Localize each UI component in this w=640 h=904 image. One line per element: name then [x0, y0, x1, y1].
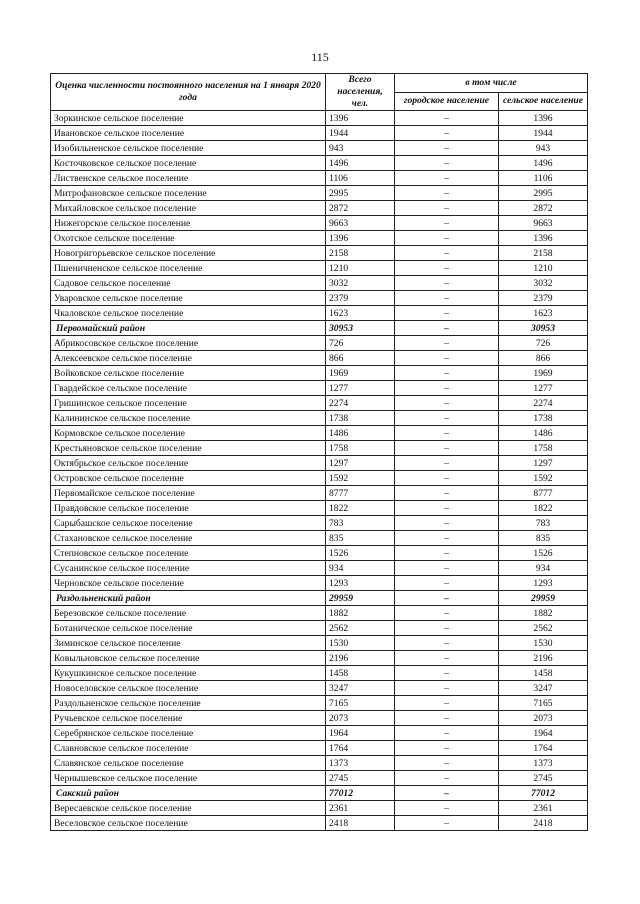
cell-total: 1592	[326, 471, 395, 486]
cell-total: 2361	[326, 801, 395, 816]
table-row	[51, 696, 588, 711]
cell-name: Ботаническое сельское поселение	[51, 621, 326, 636]
table-row	[51, 111, 588, 126]
table-row	[51, 246, 588, 261]
cell-rural: 866	[499, 351, 588, 366]
cell-name: Уваровское сельское поселение	[51, 291, 326, 306]
table-row	[51, 381, 588, 396]
cell-name: Правдовское сельское поселение	[51, 501, 326, 516]
cell-rural: 835	[499, 531, 588, 546]
cell-total: 1297	[326, 456, 395, 471]
cell-name: Изобильненское сельское поселение	[51, 141, 326, 156]
table-row	[51, 756, 588, 771]
cell-urban: –	[395, 471, 499, 486]
table-row	[51, 276, 588, 291]
table-row	[51, 801, 588, 816]
cell-name: Славновское сельское поселение	[51, 741, 326, 756]
cell-name: Калининское сельское поселение	[51, 411, 326, 426]
table-row	[51, 171, 588, 186]
cell-name: Пшеничненское сельское поселение	[51, 261, 326, 276]
cell-name: Митрофановское сельское поселение	[51, 186, 326, 201]
cell-name: Войковское сельское поселение	[51, 366, 326, 381]
cell-urban: –	[395, 396, 499, 411]
cell-urban: –	[395, 501, 499, 516]
cell-rural: 1969	[499, 366, 588, 381]
cell-rural: 1297	[499, 456, 588, 471]
cell-name: Черновское сельское поселение	[51, 576, 326, 591]
table-row	[51, 576, 588, 591]
cell-rural: 1764	[499, 741, 588, 756]
cell-total: 30953	[326, 321, 395, 336]
cell-total: 1882	[326, 606, 395, 621]
cell-total: 1373	[326, 756, 395, 771]
cell-total: 7165	[326, 696, 395, 711]
cell-total: 2872	[326, 201, 395, 216]
table-row	[51, 156, 588, 171]
cell-rural: 1106	[499, 171, 588, 186]
cell-rural: 1458	[499, 666, 588, 681]
cell-rural: 3032	[499, 276, 588, 291]
cell-name: Кормовское сельское поселение	[51, 426, 326, 441]
table-row	[51, 486, 588, 501]
cell-total: 1969	[326, 366, 395, 381]
cell-rural: 8777	[499, 486, 588, 501]
district-row	[51, 786, 588, 801]
cell-urban: –	[395, 261, 499, 276]
cell-name: Абрикосовское сельское поселение	[51, 336, 326, 351]
header-urban: городское население	[395, 92, 499, 111]
cell-rural: 1396	[499, 231, 588, 246]
cell-rural: 2158	[499, 246, 588, 261]
cell-rural: 1758	[499, 441, 588, 456]
cell-urban: –	[395, 546, 499, 561]
table-row	[51, 651, 588, 666]
cell-name: Садовое сельское поселение	[51, 276, 326, 291]
cell-name: Степновское сельское поселение	[51, 546, 326, 561]
cell-rural: 3247	[499, 681, 588, 696]
table-body	[51, 111, 588, 831]
cell-urban: –	[395, 741, 499, 756]
cell-total: 1964	[326, 726, 395, 741]
cell-total: 783	[326, 516, 395, 531]
cell-urban: –	[395, 126, 499, 141]
cell-urban: –	[395, 351, 499, 366]
cell-rural: 2745	[499, 771, 588, 786]
cell-urban: –	[395, 321, 499, 336]
cell-urban: –	[395, 291, 499, 306]
cell-total: 1458	[326, 666, 395, 681]
header-total: Всего населения, чел.	[326, 74, 395, 111]
cell-urban: –	[395, 441, 499, 456]
cell-total: 2562	[326, 621, 395, 636]
cell-urban: –	[395, 816, 499, 831]
table-row	[51, 366, 588, 381]
cell-name: Раздольненское сельское поселение	[51, 696, 326, 711]
table-row	[51, 396, 588, 411]
cell-rural: 2562	[499, 621, 588, 636]
table-row	[51, 231, 588, 246]
cell-total: 2745	[326, 771, 395, 786]
table-row	[51, 411, 588, 426]
table-row	[51, 141, 588, 156]
cell-urban: –	[395, 216, 499, 231]
cell-name: Гвардейское сельское поселение	[51, 381, 326, 396]
cell-urban: –	[395, 171, 499, 186]
table-row	[51, 441, 588, 456]
population-table	[50, 73, 588, 831]
cell-urban: –	[395, 576, 499, 591]
header-rural: сельское население	[499, 92, 588, 111]
cell-rural: 2274	[499, 396, 588, 411]
cell-urban: –	[395, 771, 499, 786]
cell-total: 1944	[326, 126, 395, 141]
cell-total: 2418	[326, 816, 395, 831]
cell-name: Сарыбашское сельское поселение	[51, 516, 326, 531]
page-number: 115	[311, 50, 329, 64]
cell-total: 1623	[326, 306, 395, 321]
cell-urban: –	[395, 231, 499, 246]
cell-name: Серебрянское сельское поселение	[51, 726, 326, 741]
table-row	[51, 711, 588, 726]
cell-name: Зиминское сельское поселение	[51, 636, 326, 651]
cell-total: 943	[326, 141, 395, 156]
cell-name: Новогригорьевское сельское поселение	[51, 246, 326, 261]
table-row	[51, 546, 588, 561]
cell-name: Березовское сельское поселение	[51, 606, 326, 621]
table-row	[51, 306, 588, 321]
table-row	[51, 666, 588, 681]
cell-urban: –	[395, 186, 499, 201]
cell-total: 1738	[326, 411, 395, 426]
cell-name: Алексеевское сельское поселение	[51, 351, 326, 366]
cell-rural: 943	[499, 141, 588, 156]
table-row	[51, 681, 588, 696]
cell-name: Первомайское сельское поселение	[51, 486, 326, 501]
cell-total: 866	[326, 351, 395, 366]
cell-rural: 2196	[499, 651, 588, 666]
table-row	[51, 426, 588, 441]
cell-urban: –	[395, 696, 499, 711]
cell-total: 29959	[326, 591, 395, 606]
cell-rural: 1623	[499, 306, 588, 321]
cell-total: 8777	[326, 486, 395, 501]
table-row	[51, 501, 588, 516]
cell-total: 1106	[326, 171, 395, 186]
cell-urban: –	[395, 801, 499, 816]
table-row	[51, 531, 588, 546]
cell-urban: –	[395, 141, 499, 156]
cell-name: Косточковское сельское поселение	[51, 156, 326, 171]
cell-total: 77012	[326, 786, 395, 801]
cell-name: Ивановское сельское поселение	[51, 126, 326, 141]
cell-urban: –	[395, 336, 499, 351]
cell-urban: –	[395, 156, 499, 171]
cell-urban: –	[395, 426, 499, 441]
cell-urban: –	[395, 516, 499, 531]
cell-name: Новоселовское сельское поселение	[51, 681, 326, 696]
cell-name: Зоркинское сельское поселение	[51, 111, 326, 126]
cell-rural: 1496	[499, 156, 588, 171]
cell-urban: –	[395, 306, 499, 321]
cell-urban: –	[395, 366, 499, 381]
cell-rural: 2995	[499, 186, 588, 201]
cell-name: Вересаевское сельское поселение	[51, 801, 326, 816]
cell-rural: 1738	[499, 411, 588, 426]
table-row	[51, 561, 588, 576]
table-row	[51, 351, 588, 366]
cell-urban: –	[395, 711, 499, 726]
table-row	[51, 471, 588, 486]
cell-name: Сусанинское сельское поселение	[51, 561, 326, 576]
cell-urban: –	[395, 651, 499, 666]
table-row	[51, 816, 588, 831]
table-row	[51, 261, 588, 276]
cell-urban: –	[395, 621, 499, 636]
cell-name: Веселовское сельское поселение	[51, 816, 326, 831]
cell-name: Лиственское сельское поселение	[51, 171, 326, 186]
cell-rural: 2379	[499, 291, 588, 306]
cell-urban: –	[395, 381, 499, 396]
cell-urban: –	[395, 486, 499, 501]
cell-total: 1530	[326, 636, 395, 651]
cell-urban: –	[395, 636, 499, 651]
table-row	[51, 741, 588, 756]
cell-urban: –	[395, 666, 499, 681]
cell-total: 2158	[326, 246, 395, 261]
cell-urban: –	[395, 276, 499, 291]
cell-urban: –	[395, 756, 499, 771]
cell-rural: 1396	[499, 111, 588, 126]
cell-urban: –	[395, 111, 499, 126]
cell-rural: 2361	[499, 801, 588, 816]
cell-total: 2073	[326, 711, 395, 726]
cell-name: Октябрьское сельское поселение	[51, 456, 326, 471]
cell-total: 1210	[326, 261, 395, 276]
cell-total: 934	[326, 561, 395, 576]
cell-rural: 726	[499, 336, 588, 351]
cell-rural: 1822	[499, 501, 588, 516]
cell-total: 2379	[326, 291, 395, 306]
header-name: Оценка численности постоянного населения на 1 января 2020 года	[51, 74, 326, 111]
cell-urban: –	[395, 246, 499, 261]
table-row	[51, 186, 588, 201]
cell-rural: 30953	[499, 321, 588, 336]
cell-rural: 2872	[499, 201, 588, 216]
cell-rural: 9663	[499, 216, 588, 231]
table-row	[51, 726, 588, 741]
cell-name: Гришинское сельское поселение	[51, 396, 326, 411]
cell-urban: –	[395, 411, 499, 426]
cell-name: Чкаловское сельское поселение	[51, 306, 326, 321]
cell-urban: –	[395, 606, 499, 621]
cell-total: 2274	[326, 396, 395, 411]
cell-total: 1822	[326, 501, 395, 516]
cell-total: 1486	[326, 426, 395, 441]
cell-name: Сакский район	[51, 786, 326, 801]
cell-urban: –	[395, 681, 499, 696]
cell-name: Крестьяновское сельское поселение	[51, 441, 326, 456]
cell-rural: 1277	[499, 381, 588, 396]
cell-rural: 29959	[499, 591, 588, 606]
cell-total: 1277	[326, 381, 395, 396]
table-row	[51, 606, 588, 621]
cell-total: 1396	[326, 111, 395, 126]
cell-total: 1496	[326, 156, 395, 171]
cell-total: 1293	[326, 576, 395, 591]
cell-name: Раздольненский район	[51, 591, 326, 606]
cell-name: Михайловское сельское поселение	[51, 201, 326, 216]
cell-urban: –	[395, 456, 499, 471]
cell-total: 3032	[326, 276, 395, 291]
cell-rural: 783	[499, 516, 588, 531]
cell-rural: 1526	[499, 546, 588, 561]
cell-name: Нижегорское сельское поселение	[51, 216, 326, 231]
cell-name: Ковыльновское сельское поселение	[51, 651, 326, 666]
cell-rural: 2418	[499, 816, 588, 831]
header-group: в том числе	[395, 74, 588, 93]
cell-total: 9663	[326, 216, 395, 231]
cell-rural: 1882	[499, 606, 588, 621]
cell-rural: 1592	[499, 471, 588, 486]
cell-total: 1396	[326, 231, 395, 246]
cell-name: Островское сельское поселение	[51, 471, 326, 486]
cell-name: Славянское сельское поселение	[51, 756, 326, 771]
cell-rural: 1486	[499, 426, 588, 441]
cell-name: Ручьевское сельское поселение	[51, 711, 326, 726]
cell-urban: –	[395, 726, 499, 741]
cell-rural: 1373	[499, 756, 588, 771]
cell-name: Кукушкинское сельское поселение	[51, 666, 326, 681]
cell-urban: –	[395, 561, 499, 576]
cell-name: Чернышевское сельское поселение	[51, 771, 326, 786]
cell-name: Охотское сельское поселение	[51, 231, 326, 246]
cell-rural: 2073	[499, 711, 588, 726]
table-row	[51, 126, 588, 141]
cell-urban: –	[395, 786, 499, 801]
cell-rural: 1530	[499, 636, 588, 651]
cell-rural: 1210	[499, 261, 588, 276]
cell-rural: 1964	[499, 726, 588, 741]
cell-urban: –	[395, 591, 499, 606]
table-row	[51, 621, 588, 636]
cell-name: Первомайский район	[51, 321, 326, 336]
cell-rural: 1293	[499, 576, 588, 591]
table-row	[51, 216, 588, 231]
cell-total: 3247	[326, 681, 395, 696]
cell-total: 835	[326, 531, 395, 546]
cell-name: Стахановское сельское поселение	[51, 531, 326, 546]
district-row	[51, 591, 588, 606]
table-row	[51, 336, 588, 351]
cell-total: 1526	[326, 546, 395, 561]
cell-urban: –	[395, 201, 499, 216]
cell-rural: 7165	[499, 696, 588, 711]
cell-rural: 934	[499, 561, 588, 576]
table-row	[51, 201, 588, 216]
cell-rural: 77012	[499, 786, 588, 801]
cell-total: 2196	[326, 651, 395, 666]
cell-total: 2995	[326, 186, 395, 201]
table-row	[51, 516, 588, 531]
table-row	[51, 291, 588, 306]
cell-urban: –	[395, 531, 499, 546]
district-row	[51, 321, 588, 336]
cell-total: 1758	[326, 441, 395, 456]
table-header	[51, 74, 588, 111]
cell-total: 1764	[326, 741, 395, 756]
table-row	[51, 636, 588, 651]
cell-total: 726	[326, 336, 395, 351]
cell-rural: 1944	[499, 126, 588, 141]
table-row	[51, 771, 588, 786]
table-row	[51, 456, 588, 471]
